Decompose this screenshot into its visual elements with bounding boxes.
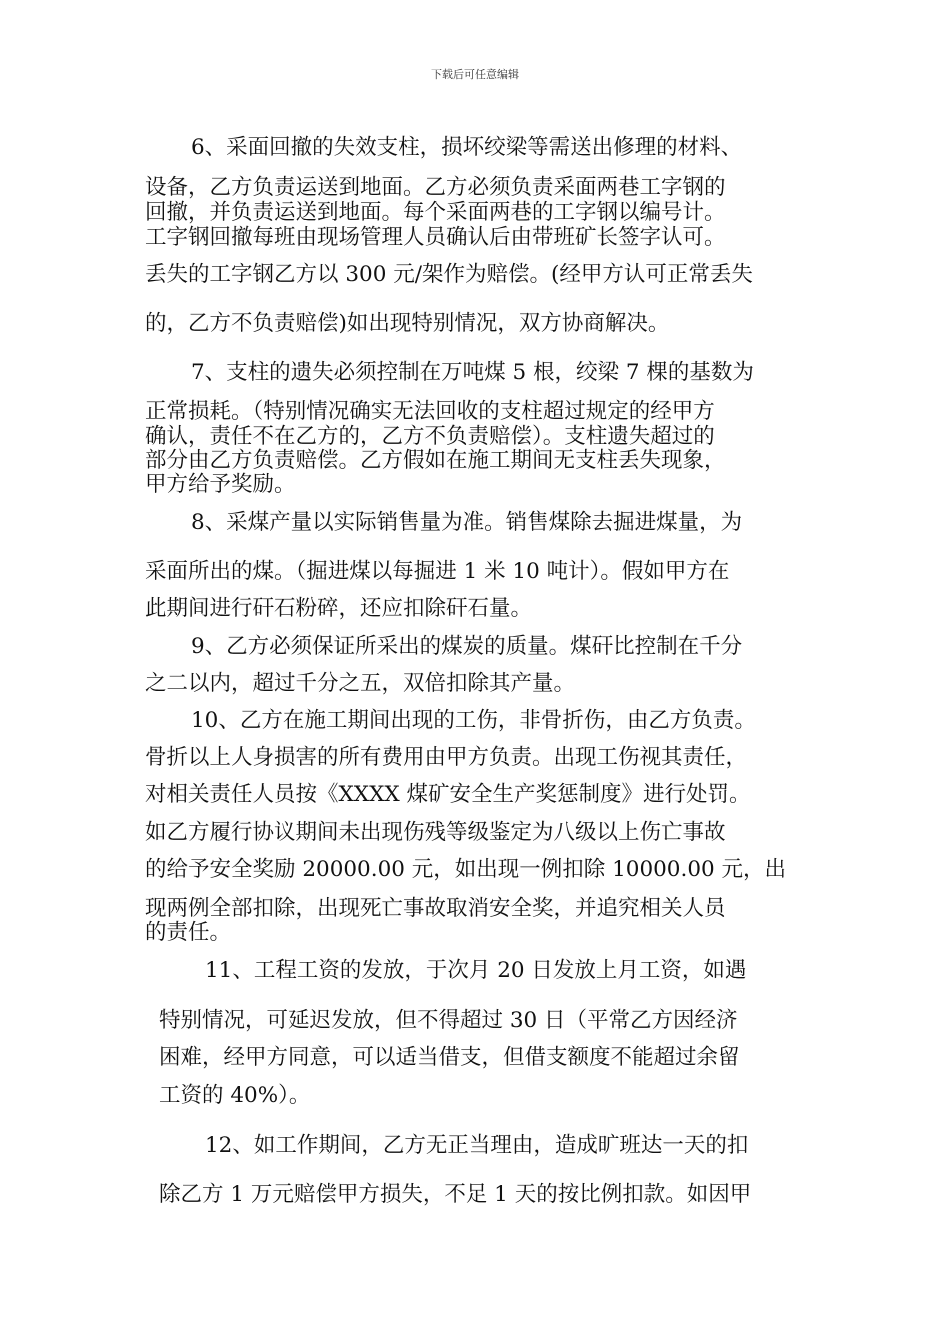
text-line: 采面所出的煤。（掘进煤以每掘进 1 米 10 吨计）。假如甲方在 (145, 559, 730, 584)
text-line: 如乙方履行协议期间未出现伤残等级鉴定为八级以上伤亡事故 (145, 820, 726, 845)
text-line: 设备，乙方负责运送到地面。乙方必须负责采面两巷工字钢的 (145, 175, 726, 200)
text-line: 对相关责任人员按《XXXX 煤矿安全生产奖惩制度》进行处罚。 (145, 782, 751, 807)
text-line: 除乙方 1 万元赔偿甲方损失，不足 1 天的按比例扣款。如因甲 (159, 1182, 752, 1207)
text-line: 8、采煤产量以实际销售量为准。销售煤除去掘进煤量，为 (191, 510, 743, 535)
text-line: 9、乙方必须保证所采出的煤炭的质量。煤矸比控制在千分 (191, 634, 743, 659)
page-header: 下载后可任意编辑 (431, 68, 519, 81)
text-line: 正常损耗。（特别情况确实无法回收的支柱超过规定的经甲方 (145, 399, 715, 424)
text-line: 10、乙方在施工期间出现的工伤，非骨折伤，由乙方负责。 (191, 708, 756, 733)
text-line: 7、支柱的遗失必须控制在万吨煤 5 根，绞梁 7 棵的基数为 (191, 360, 754, 385)
text-line: 困难，经甲方同意，可以适当借支，但借支额度不能超过余留 (159, 1045, 740, 1070)
text-line: 骨折以上人身损害的所有费用由甲方负责。出现工伤视其责任， (145, 745, 748, 770)
text-line: 的责任。 (145, 920, 232, 945)
text-line: 6、采面回撤的失效支柱，损坏绞梁等需送出修理的材料、 (191, 135, 743, 160)
text-line: 丢失的工字钢乙方以 300 元/架作为赔偿。(经甲方认可正常丢失 (145, 262, 753, 287)
text-line: 的给予安全奖励 20000.00 元，如出现一例扣除 10000.00 元，出 (145, 857, 787, 882)
text-line: 工字钢回撤每班由现场管理人员确认后由带班矿长签字认可。 (145, 225, 726, 250)
text-line: 部分由乙方负责赔偿。乙方假如在施工期间无支柱丢失现象， (145, 448, 726, 473)
text-line: 的，乙方不负责赔偿)如出现特别情况，双方协商解决。 (145, 311, 670, 336)
text-line: 甲方给予奖励。 (145, 472, 296, 497)
text-line: 特别情况，可延迟发放，但不得超过 30 日（平常乙方因经济 (159, 1008, 738, 1033)
text-line: 确认，责任不在乙方的，乙方不负责赔偿）。支柱遗失超过的 (145, 424, 715, 449)
text-line: 此期间进行矸石粉碎，还应扣除矸石量。 (145, 596, 533, 621)
text-line: 工资的 40%）。 (159, 1083, 311, 1108)
text-line: 之二以内，超过千分之五，双倍扣除其产量。 (145, 671, 576, 696)
text-line: 11、工程工资的发放，于次月 20 日发放上月工资，如遇 (205, 958, 747, 983)
text-line: 现两例全部扣除，出现死亡事故取消安全奖，并追究相关人员 (145, 896, 726, 921)
text-line: 12、如工作期间，乙方无正当理由，造成旷班达一天的扣 (205, 1133, 749, 1158)
text-line: 回撤，并负责运送到地面。每个采面两巷的工字钢以编号计。 (145, 200, 726, 225)
